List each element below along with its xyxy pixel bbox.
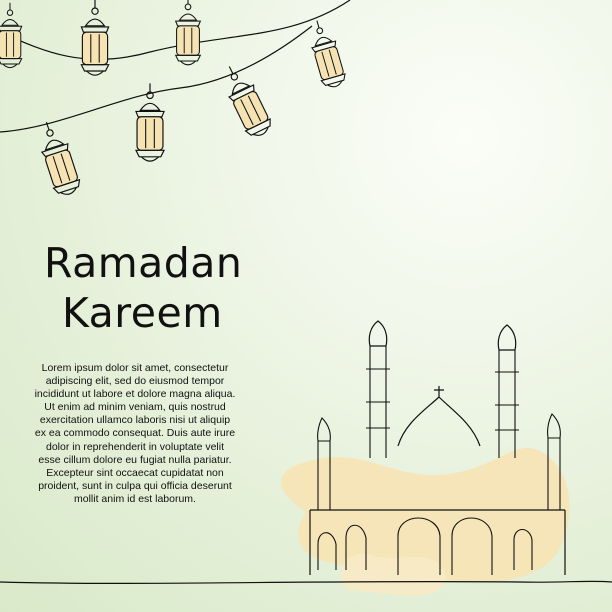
lantern-icon-4 — [305, 17, 348, 90]
lantern-icon-7 — [33, 118, 82, 198]
title-line-ramadan: Ramadan — [44, 239, 243, 287]
lantern-icon-5 — [217, 60, 275, 140]
title-line-kareem: Kareem — [62, 289, 223, 337]
lantern-icon-1 — [0, 3, 22, 68]
page-title — [44, 238, 244, 338]
lantern-icon-2 — [81, 0, 108, 75]
body-paragraph: Lorem ipsum dolor sit amet, consectetur adipiscing elit, sed do eiusmod tempor incididunt ut labore et dolore magna aliqua. Ut enim ad minim veniam, quis nostrud exercitation ullamco laboris nisi ut aliquip ex ea commodo consequat. Duis aute irure dolor in reprehenderit in voluptate velit esse cillum dolore eu fugiat nulla pariatur. Excepteur sint occaecat cupidatat non proident, sunt in culpa qui officia deserunt mollit anim id est laborum. — [34, 362, 236, 505]
lantern-icon-3 — [176, 0, 201, 65]
lantern-icon-6 — [136, 83, 164, 161]
lantern-string-top — [0, 0, 350, 59]
